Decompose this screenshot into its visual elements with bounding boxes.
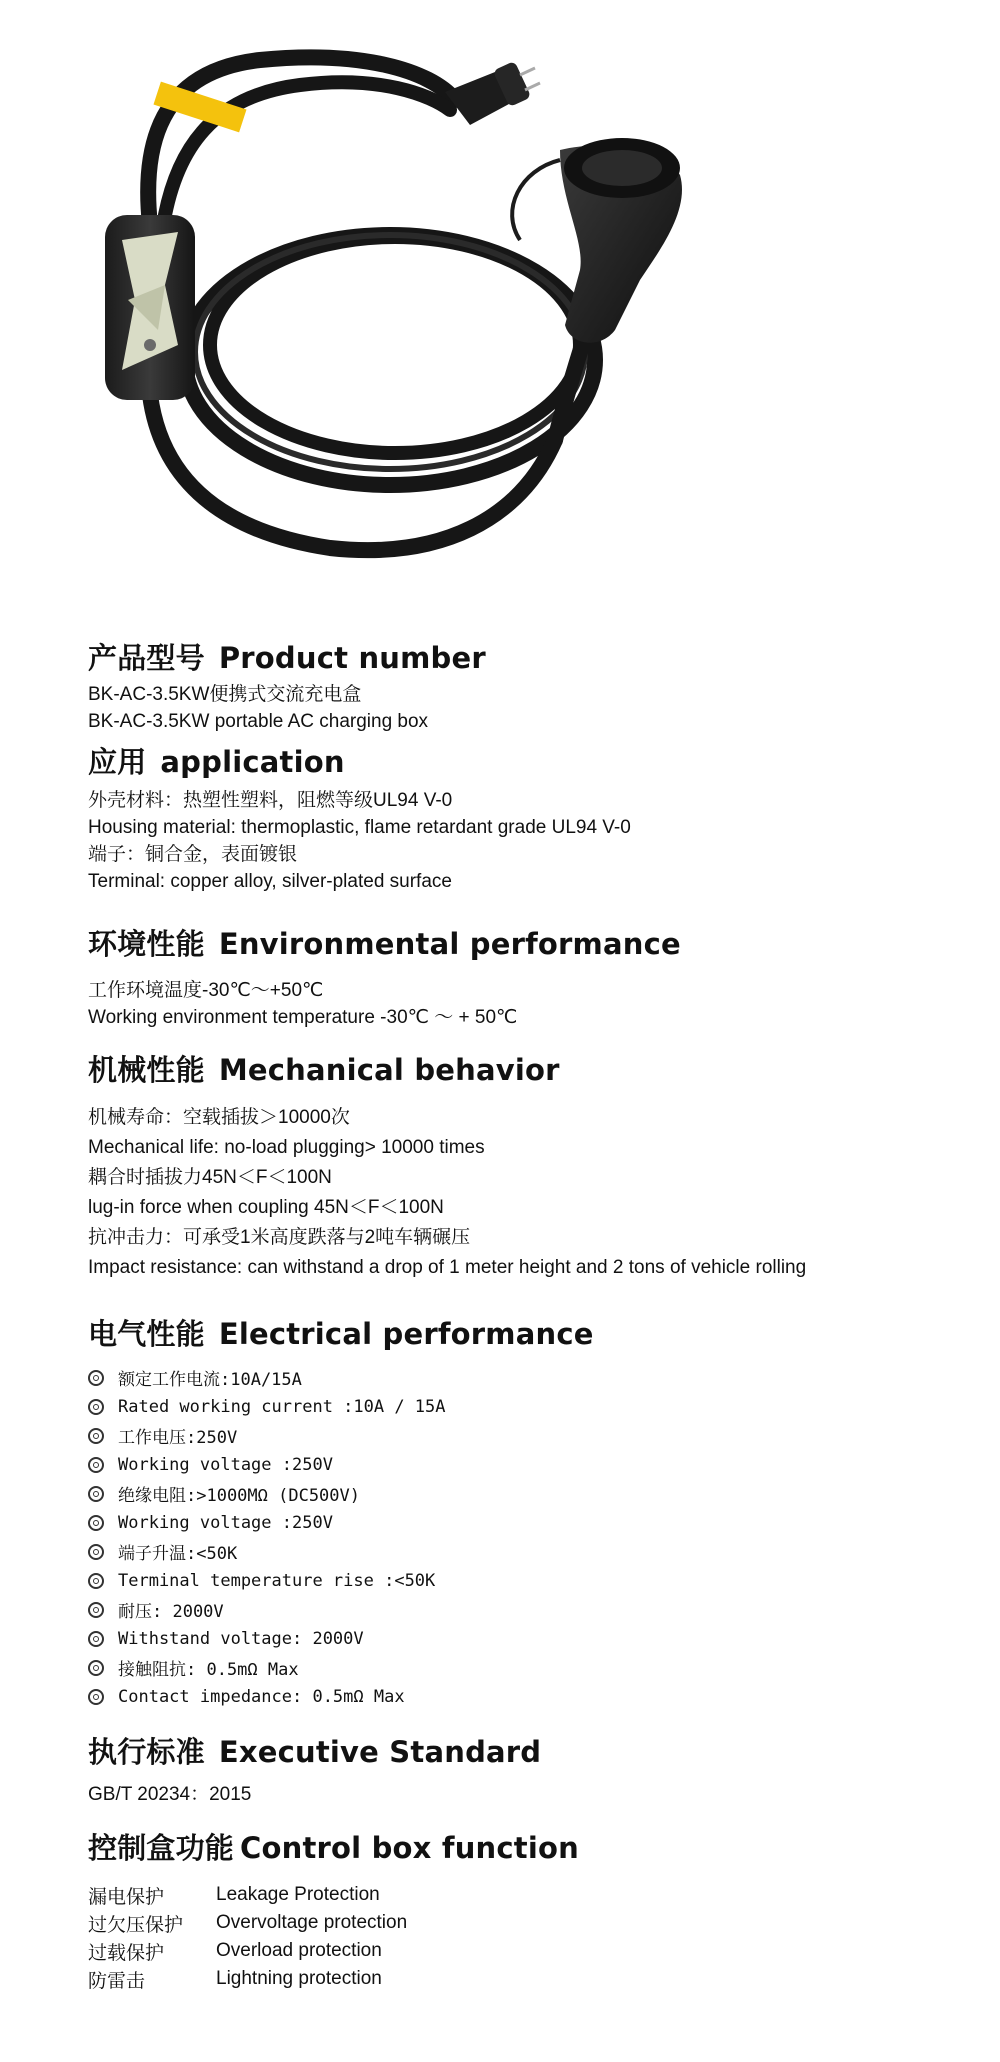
function-en: Leakage Protection [216,1884,380,1905]
circle-bullet-icon [88,1428,104,1444]
heading-zh: 电气性能 [88,1317,205,1351]
charging-gun [512,138,682,343]
list-item-text: 接触阻抗: 0.5mΩ Max [118,1660,299,1680]
circle-bullet-icon [88,1544,104,1560]
heading-mechanical [88,1048,968,1089]
mechanical-line: lug-in force when coupling 45N＜F＜100N [88,1197,444,1218]
list-item-text: Withstand voltage: 2000V [118,1628,364,1649]
circle-bullet-icon [88,1515,104,1531]
list-item [88,1421,968,1450]
control-function-list [88,1881,968,1993]
heading-zh: 产品型号 [88,641,205,675]
function-en: Overvoltage protection [216,1912,408,1933]
heading-product-number [88,636,968,677]
list-item [88,1965,968,1993]
heading-environmental [88,922,968,963]
section-control-box [88,1826,968,1993]
circle-bullet-icon [88,1457,104,1473]
list-item-text: Contact impedance: 0.5mΩ Max [118,1686,405,1707]
function-zh: 防雷击 [88,1970,146,1992]
heading-en: Product number [218,641,486,675]
function-zh: 过载保护 [88,1942,165,1964]
environmental-line: 工作环境温度-30℃～+50℃ [88,980,324,1001]
list-item-text: Working voltage :250V [118,1454,333,1475]
heading-control-box [88,1826,968,1867]
section-product-number [88,636,968,735]
heading-application [88,740,968,781]
list-item-text: 绝缘电阻:>1000MΩ (DC500V) [118,1486,360,1506]
list-item [88,1450,968,1479]
list-item [88,1566,968,1595]
circle-bullet-icon [88,1631,104,1647]
circle-bullet-icon [88,1486,104,1502]
section-electrical [88,1312,968,1711]
mechanical-line: 抗冲击力：可承受1米高度跌落与2吨车辆碾压 [88,1227,471,1248]
list-item-text: 端子升温:<50K [118,1544,238,1564]
heading-zh: 控制盒功能 [88,1831,235,1865]
list-item [88,1881,968,1909]
list-item-text: Working voltage :250V [118,1512,333,1533]
heading-en: Executive Standard [218,1735,542,1769]
circle-bullet-icon [88,1370,104,1386]
standard-line: GB/T 20234：2015 [88,1784,252,1805]
mechanical-line: 机械寿命：空载插拔＞10000次 [88,1107,350,1128]
list-item [88,1937,968,1965]
list-item-text: 额定工作电流:10A/15A [118,1370,302,1390]
heading-en: Environmental performance [218,927,681,961]
control-box [105,215,195,400]
section-standard [88,1730,968,1808]
plug-icon [445,61,540,125]
heading-zh: 应用 [88,745,147,779]
list-item [88,1479,968,1508]
list-item [88,1363,968,1392]
mechanical-line: 耦合时插拔力45N＜F＜100N [88,1167,332,1188]
section-application [88,740,968,895]
list-item [88,1909,968,1937]
list-item [88,1392,968,1421]
product-line: BK-AC-3.5KW portable AC charging box [88,711,429,732]
section-mechanical [88,1048,968,1283]
list-item-text: 耐压: 2000V [118,1602,224,1622]
mechanical-line: Mechanical life: no-load plugging> 10000 times [88,1137,485,1158]
heading-en: Electrical performance [218,1317,594,1351]
list-item [88,1682,968,1711]
circle-bullet-icon [88,1660,104,1676]
application-line: 外壳材料：热塑性塑料，阻燃等级UL94 V-0 [88,790,453,811]
list-item [88,1624,968,1653]
function-en: Lightning protection [216,1968,382,1989]
heading-electrical [88,1312,968,1353]
list-item [88,1537,968,1566]
list-item [88,1508,968,1537]
application-line: 端子：铜合金，表面镀银 [88,844,298,865]
electrical-list [88,1363,968,1711]
circle-bullet-icon [88,1573,104,1589]
section-environmental [88,922,968,1031]
function-en: Overload protection [216,1940,382,1961]
list-item-text: Terminal temperature rise :<50K [118,1570,436,1591]
heading-zh: 环境性能 [88,927,205,961]
environmental-line: Working environment temperature -30℃ ～ + 50℃ [88,1007,518,1028]
application-line: Terminal: copper alloy, silver-plated surface [88,871,452,892]
heading-standard [88,1730,968,1771]
circle-bullet-icon [88,1399,104,1415]
product-photo [0,0,1000,600]
ev-charger-illustration [0,0,1000,600]
heading-en: Mechanical behavior [218,1053,560,1087]
heading-en: application [160,745,345,779]
list-item [88,1653,968,1682]
heading-zh: 机械性能 [88,1053,205,1087]
heading-zh: 执行标准 [88,1735,205,1769]
application-line: Housing material: thermoplastic, flame retardant grade UL94 V-0 [88,817,631,838]
list-item [88,1595,968,1624]
circle-bullet-icon [88,1689,104,1705]
heading-en: Control box function [240,1831,579,1865]
function-zh: 过欠压保护 [88,1914,184,1936]
mechanical-line: Impact resistance: can withstand a drop of 1 meter height and 2 tons of vehicle rolling [88,1257,807,1278]
product-line: BK-AC-3.5KW便携式交流充电盒 [88,684,362,705]
function-zh: 漏电保护 [88,1886,165,1908]
list-item-text: Rated working current :10A / 15A [118,1396,446,1417]
list-item-text: 工作电压:250V [118,1428,238,1448]
circle-bullet-icon [88,1602,104,1618]
